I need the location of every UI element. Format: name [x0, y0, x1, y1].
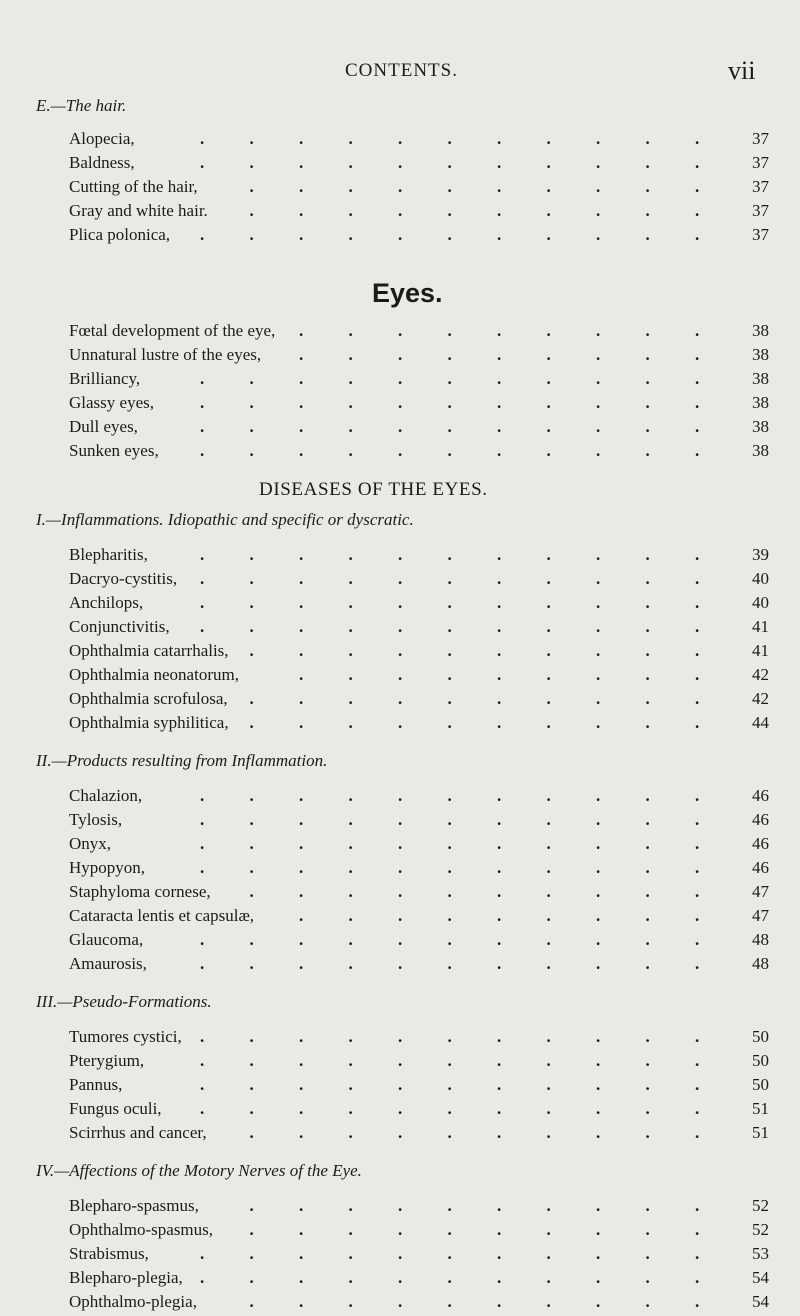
- entry-page: 38: [752, 345, 769, 364]
- section-label-motory-nerves: IV.—Affections of the Motory Nerves of the Eye.: [36, 1161, 362, 1180]
- toc-entry: Amaurosis, 48 . . . . . . . . . . .: [69, 954, 769, 973]
- entry-page: 44: [752, 713, 769, 732]
- entry-page: 52: [752, 1220, 769, 1239]
- entry-label: Plica polonica,: [69, 225, 171, 244]
- entry-page: 47: [752, 882, 769, 901]
- entry-page: 37: [752, 153, 769, 172]
- toc-entry: Blepharo-spasmus, 52 . . . . . . . . . .: [69, 1196, 769, 1215]
- running-header: [0, 56, 800, 90]
- entry-page: 41: [752, 641, 769, 660]
- toc-entry: Cataracta lentis et capsulæ, 47 . . . . . . . . .: [69, 906, 769, 925]
- entry-label: Ophthalmia scrofulosa,: [69, 689, 228, 708]
- entry-label: Pannus,: [69, 1075, 123, 1094]
- entry-label: Pterygium,: [69, 1051, 145, 1070]
- entry-page: 50: [752, 1075, 769, 1094]
- entry-label: Hypopyon,: [69, 858, 146, 877]
- entry-page: 37: [752, 201, 769, 220]
- running-title: CONTENTS.: [345, 60, 458, 81]
- entry-page: 53: [752, 1244, 769, 1263]
- entry-page: 38: [752, 393, 769, 412]
- entry-label: Tylosis,: [69, 810, 123, 829]
- entry-label: Blepharitis,: [69, 545, 148, 564]
- entry-page: 38: [752, 321, 769, 340]
- section-label-inflammations: I.—Inflammations. Idiopathic and specific or dyscratic.: [36, 510, 414, 529]
- toc-entry: Glassy eyes, 38 . . . . . . . . . . .: [69, 393, 769, 412]
- toc-entry: Dull eyes, 38 . . . . . . . . . . .: [69, 417, 769, 436]
- entry-page: 37: [752, 225, 769, 244]
- toc-entry: Dacryo-cystitis, 40 . . . . . . . . . . .: [69, 569, 769, 588]
- entry-label: Ophthalmo-plegia,: [69, 1292, 197, 1311]
- entry-label: Alopecia,: [69, 129, 135, 148]
- eyes-heading: Eyes.: [372, 278, 443, 308]
- toc-entry: Alopecia, 37 . . . . . . . . . . .: [69, 129, 769, 148]
- entry-label: Conjunctivitis,: [69, 617, 170, 636]
- entry-label: Chalazion,: [69, 786, 143, 805]
- toc-entry: Gray and white hair. 37 . . . . . . . . . .: [69, 201, 769, 220]
- entry-page: 39: [752, 545, 769, 564]
- toc-entry: Fœtal development of the eye, 38 . . . . . . . . .: [69, 321, 769, 340]
- section-label-pseudo-formations: III.—Pseudo-Formations.: [36, 992, 212, 1011]
- section-label-hair: E.—The hair.: [36, 96, 127, 115]
- toc-entry: Ophthalmia neonatorum, 42 . . . . . . . . .: [69, 665, 769, 684]
- toc-entry: Pterygium, 50 . . . . . . . . . . .: [69, 1051, 769, 1070]
- entry-page: 46: [752, 810, 769, 829]
- toc-entry: Chalazion, 46 . . . . . . . . . . .: [69, 786, 769, 805]
- toc-entry: Hypopyon, 46 . . . . . . . . . . .: [69, 858, 769, 877]
- entry-page: 46: [752, 786, 769, 805]
- entry-label: Amaurosis,: [69, 954, 147, 973]
- toc-entry: Ophthalmia catarrhalis, 41 . . . . . . . . . .: [69, 641, 769, 660]
- diseases-heading: DISEASES OF THE EYES.: [259, 479, 488, 500]
- entry-page: 54: [752, 1292, 769, 1311]
- entry-page: 41: [752, 617, 769, 636]
- entry-page: 51: [752, 1123, 769, 1142]
- toc-entry: Ophthalmo-plegia, 54 . . . . . . . . . .: [69, 1292, 769, 1311]
- entry-label: Anchilops,: [69, 593, 144, 612]
- toc-entry: Pannus, 50 . . . . . . . . . . .: [69, 1075, 769, 1094]
- entry-label: Ophthalmo-spasmus,: [69, 1220, 214, 1239]
- entry-page: 38: [752, 417, 769, 436]
- entry-label: Blepharo-spasmus,: [69, 1196, 199, 1215]
- toc-entry: Ophthalmia scrofulosa, 42 . . . . . . . . . .: [69, 689, 769, 708]
- toc-entry: Conjunctivitis, 41 . . . . . . . . . . .: [69, 617, 769, 636]
- entry-label: Cataracta lentis et capsulæ,: [69, 906, 255, 925]
- entry-page: 37: [752, 129, 769, 148]
- entry-label: Ophthalmia neonatorum,: [69, 665, 239, 684]
- toc-entry: Glaucoma, 48 . . . . . . . . . . .: [69, 930, 769, 949]
- entry-label: Cutting of the hair,: [69, 177, 198, 196]
- entry-page: 42: [752, 689, 769, 708]
- entry-label: Glaucoma,: [69, 930, 144, 949]
- entry-label: Strabismus,: [69, 1244, 149, 1263]
- toc-entry: Blepharitis, 39 . . . . . . . . . . .: [69, 545, 769, 564]
- entry-label: Sunken eyes,: [69, 441, 159, 460]
- toc-entry: Brilliancy, 38 . . . . . . . . . . .: [69, 369, 769, 388]
- entry-page: 47: [752, 906, 769, 925]
- section-label-products: II.—Products resulting from Inflammation.: [36, 751, 328, 770]
- entry-page: 42: [752, 665, 769, 684]
- entry-label: Gray and white hair.: [69, 201, 208, 220]
- entry-page: 50: [752, 1051, 769, 1070]
- entry-label: Scirrhus and cancer,: [69, 1123, 207, 1142]
- toc-entry: Ophthalmo-spasmus, 52 . . . . . . . . . .: [69, 1220, 769, 1239]
- entry-label: Blepharo-plegia,: [69, 1268, 183, 1287]
- entry-label: Fœtal development of the eye,: [69, 321, 276, 340]
- toc-entry: Plica polonica, 37 . . . . . . . . . . .: [69, 225, 769, 244]
- entry-page: 46: [752, 858, 769, 877]
- entry-page: 54: [752, 1268, 769, 1287]
- entry-label: Baldness,: [69, 153, 135, 172]
- toc-entry: Cutting of the hair, 37 . . . . . . . . . .: [69, 177, 769, 196]
- entry-page: 52: [752, 1196, 769, 1215]
- entry-page: 46: [752, 834, 769, 853]
- entry-page: 48: [752, 930, 769, 949]
- entry-page: 40: [752, 569, 769, 588]
- entry-label: Ophthalmia catarrhalis,: [69, 641, 229, 660]
- toc-entry: Tumores cystici, 50 . . . . . . . . . . .: [69, 1027, 769, 1046]
- entry-page: 38: [752, 441, 769, 460]
- entry-label: Dacryo-cystitis,: [69, 569, 178, 588]
- entry-page: 51: [752, 1099, 769, 1118]
- entry-page: 48: [752, 954, 769, 973]
- entry-label: Dull eyes,: [69, 417, 138, 436]
- toc-entry: Ophthalmia syphilitica, 44 . . . . . . . . . .: [69, 713, 769, 732]
- toc-entry: Anchilops, 40 . . . . . . . . . . .: [69, 593, 769, 612]
- entry-page: 40: [752, 593, 769, 612]
- toc-entry: Staphyloma cornese, 47 . . . . . . . . . .: [69, 882, 769, 901]
- entry-label: Fungus oculi,: [69, 1099, 162, 1118]
- entry-label: Tumores cystici,: [69, 1027, 182, 1046]
- toc-entry: Blepharo-plegia, 54 . . . . . . . . . . .: [69, 1268, 769, 1287]
- entry-page: 38: [752, 369, 769, 388]
- toc-entry: Scirrhus and cancer, 51 . . . . . . . . . .: [69, 1123, 769, 1142]
- toc-entry: Unnatural lustre of the eyes, 38 . . . . . . . . .: [69, 345, 769, 364]
- toc-entry: Onyx, 46 . . . . . . . . . . .: [69, 834, 769, 853]
- toc-entry: Strabismus, 53 . . . . . . . . . . .: [69, 1244, 769, 1263]
- entry-page: 37: [752, 177, 769, 196]
- entry-label: Glassy eyes,: [69, 393, 154, 412]
- toc-entry: Fungus oculi, 51 . . . . . . . . . . .: [69, 1099, 769, 1118]
- toc-entry: Baldness, 37 . . . . . . . . . . .: [69, 153, 769, 172]
- entry-label: Onyx,: [69, 834, 112, 853]
- toc-entry: Sunken eyes, 38 . . . . . . . . . . .: [69, 441, 769, 460]
- entry-label: Brilliancy,: [69, 369, 141, 388]
- page-number: vii: [728, 56, 756, 85]
- entry-label: Unnatural lustre of the eyes,: [69, 345, 262, 364]
- entry-label: Staphyloma cornese,: [69, 882, 211, 901]
- entry-page: 50: [752, 1027, 769, 1046]
- toc-entry: Tylosis, 46 . . . . . . . . . . .: [69, 810, 769, 829]
- entry-label: Ophthalmia syphilitica,: [69, 713, 229, 732]
